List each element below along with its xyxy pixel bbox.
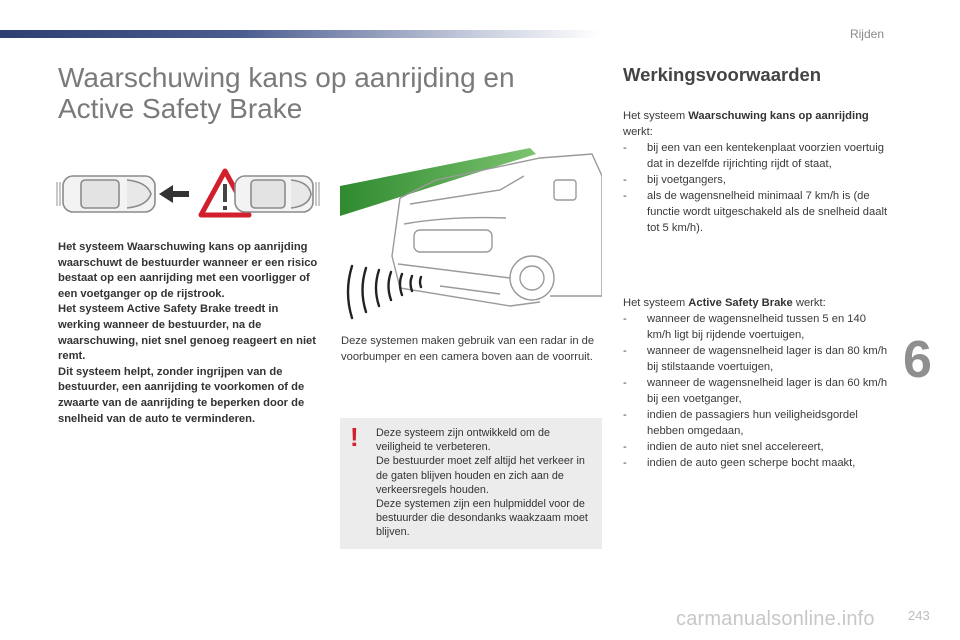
dash-bullet: - — [623, 142, 627, 154]
condition-block-brake — [623, 295, 893, 471]
note-line: Deze systeem zijn ontwikkeld om de veiligheid te verbeteren. — [376, 427, 551, 454]
radar-description: Deze systemen maken gebruik van een radar in de voorbumper en een camera boven aan de voorruit. — [341, 335, 595, 363]
list-item-text: als de wagensnelheid minimaal 7 km/h is (de functie wordt uitgeschakeld als de snelheid daalt tot 5 km/h). — [647, 190, 888, 234]
page-title: Waarschuwing kans op aanrijding en Active Safety Brake — [58, 62, 515, 124]
note-line: Deze systemen zijn een hulpmiddel voor de bestuurder die desondanks waakzaam moet blijven. — [376, 498, 588, 539]
note-text — [376, 426, 590, 540]
rear-vehicle-icon — [63, 176, 155, 212]
dash-bullet: - — [623, 313, 627, 325]
list-item-text: wanneer de wagensnelheid lager is dan 60 km/h bij een voetganger, — [647, 377, 888, 405]
intro-paragraph: Het systeem Active Safety Brake treedt in werking wanneer de bestuurder, na de waarschuwing, niet snel genoeg reageert en niet remt. — [58, 303, 317, 363]
camera-beam — [340, 148, 536, 216]
system-name: Waarschuwing kans op aanrijding — [688, 110, 869, 122]
lead-prefix: Het systeem — [623, 110, 689, 122]
list-item-text: bij een van een kentekenplaat voorzien voertuig dat in dezelfde rijrichting rijdt of staat, — [647, 142, 884, 170]
radar-camera-illustration — [340, 146, 602, 324]
condition-block-warning — [623, 108, 893, 236]
condition-list — [623, 311, 893, 471]
list-item-text: indien de auto geen scherpe bocht maakt, — [647, 457, 856, 469]
list-item — [623, 439, 893, 455]
section-label: Rijden — [849, 27, 884, 41]
lead-suffix: werkt: — [792, 297, 826, 309]
list-item — [623, 188, 893, 236]
lead-suffix: werkt: — [623, 126, 653, 138]
chapter-number: 6 — [903, 331, 932, 389]
list-item-text: indien de passagiers hun veiligheidsgordel hebben omgedaan, — [647, 409, 858, 437]
watermark: carmanualsonline.info — [676, 608, 875, 630]
page-number: 243 — [908, 608, 930, 623]
list-item-text: wanneer de wagensnelheid tussen 5 en 140 km/h ligt bij rijdende voertuigen, — [647, 313, 866, 341]
front-vehicle-icon — [235, 176, 320, 212]
list-item — [623, 140, 893, 172]
exclamation-icon: ! — [350, 422, 359, 452]
header-bar — [0, 30, 600, 38]
list-item — [623, 375, 893, 407]
dash-bullet: - — [623, 345, 627, 357]
list-item-text: wanneer de wagensnelheid lager is dan 80 km/h bij stilstaande voertuigen, — [647, 345, 888, 373]
note-line: De bestuurder moet zelf altijd het verkeer in de gaten blijven houden en zich aan de verkeersregels houden. — [376, 455, 585, 496]
dash-bullet: - — [623, 441, 627, 453]
condition-lead — [623, 108, 893, 140]
dash-bullet: - — [623, 174, 627, 186]
list-item — [623, 343, 893, 375]
list-item-text: bij voetgangers, — [647, 174, 726, 186]
dash-bullet: - — [623, 457, 627, 469]
lead-prefix: Het systeem — [623, 297, 689, 309]
radar-wave-icon — [348, 266, 421, 318]
condition-list — [623, 140, 893, 236]
list-item — [623, 172, 893, 188]
intro-text — [58, 240, 318, 427]
note-box — [340, 418, 602, 549]
section-heading: Werkingsvoorwaarden — [623, 64, 822, 85]
list-item — [623, 311, 893, 343]
system-name: Active Safety Brake — [688, 297, 793, 309]
intro-paragraph: Dit systeem helpt, zonder ingrijpen van de bestuurder, een aanrijding te voorkomen of de zwaarte van de aanrijding te beperken door de snelheid van de auto te verminderen. — [58, 365, 305, 425]
list-item-text: indien de auto niet snel accelereert, — [647, 441, 824, 453]
intro-paragraph: Het systeem Waarschuwing kans op aanrijding waarschuwt de bestuurder wanneer er een risico bestaat op een aanrijding met een voorligger of een voetganger op de rijstrook. — [58, 241, 318, 300]
list-item — [623, 407, 893, 439]
collision-warning-illustration — [55, 168, 320, 220]
condition-lead — [623, 295, 893, 311]
dash-bullet: - — [623, 409, 627, 421]
list-item — [623, 455, 893, 471]
dash-bullet: - — [623, 377, 627, 389]
dash-bullet: - — [623, 190, 627, 202]
